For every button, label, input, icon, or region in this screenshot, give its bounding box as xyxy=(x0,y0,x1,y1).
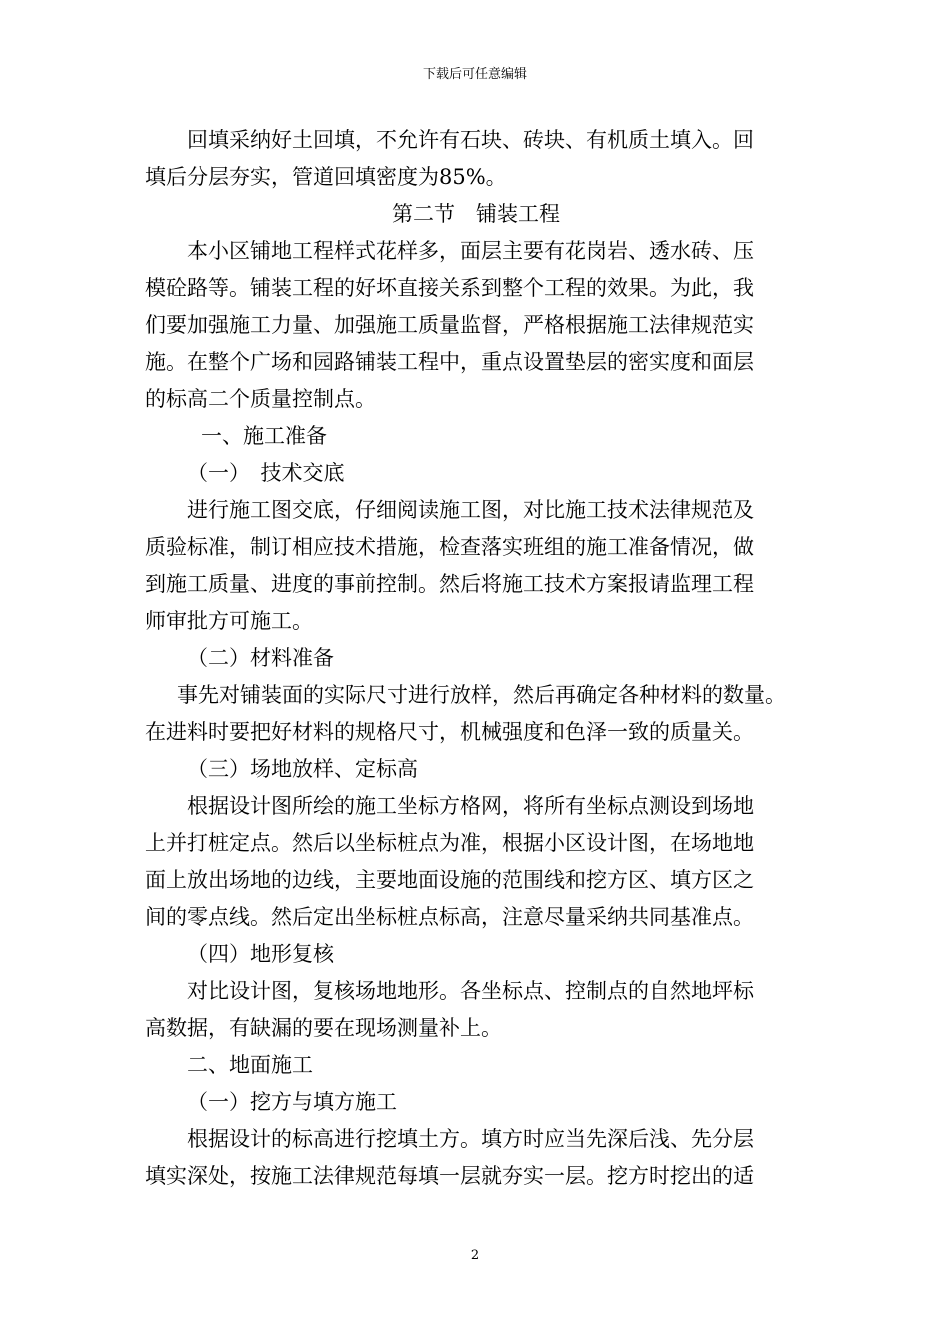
text-line: （一）挖方与填方施工 xyxy=(187,1090,397,1114)
section-heading: 第二节 铺装工程 xyxy=(392,202,560,226)
text-line: 上并打桩定点。然后以坐标桩点为准，根据小区设计图，在场地地 xyxy=(145,831,754,855)
text-line: 高数据，有缺漏的要在现场测量补上。 xyxy=(145,1016,502,1040)
text-line: 的标高二个质量控制点。 xyxy=(145,387,376,411)
text-line: 质验标准，制订相应技术措施，检查落实班组的施工准备情况，做 xyxy=(145,535,754,559)
text-line: 对比设计图，复核场地地形。各坐标点、控制点的自然地坪标 xyxy=(187,979,754,1003)
text-line: 事先对铺装面的实际尺寸进行放样，然后再确定各种材料的数量。 xyxy=(177,683,786,707)
text-line: 施。在整个广场和园路铺装工程中，重点设置垫层的密实度和面层 xyxy=(145,350,754,374)
text-line: 填实深处，按施工法律规范每填一层就夯实一层。挖方时挖出的适 xyxy=(145,1164,754,1188)
text-line: （一） 技术交底 xyxy=(187,461,345,485)
text-line: 到施工质量、进度的事前控制。然后将施工技术方案报请监理工程 xyxy=(145,572,754,596)
text-line: 根据设计的标高进行挖填土方。填方时应当先深后浅、先分层 xyxy=(187,1127,754,1151)
text-line: 根据设计图所绘的施工坐标方格网，将所有坐标点测设到场地 xyxy=(187,794,754,818)
text-line: 们要加强施工力量、加强施工质量监督，严格根据施工法律规范实 xyxy=(145,313,754,337)
text-line: 二、地面施工 xyxy=(187,1053,313,1077)
text-line: 本小区铺地工程样式花样多，面层主要有花岗岩、透水砖、压 xyxy=(187,239,754,263)
text-line: 面上放出场地的边线，主要地面设施的范围线和挖方区、填方区之 xyxy=(145,868,754,892)
text-line: （二）材料准备 xyxy=(187,646,334,670)
text-line: 回填采纳好土回填，不允许有石块、砖块、有机质土填入。回 xyxy=(187,128,754,152)
text-line: 进行施工图交底，仔细阅读施工图，对比施工技术法律规范及 xyxy=(187,498,754,522)
text-line: 在进料时要把好材料的规格尺寸，机械强度和色泽一致的质量关。 xyxy=(145,720,754,744)
text-line: （三）场地放样、定标高 xyxy=(187,757,418,781)
text-line: 一、施工准备 xyxy=(201,424,327,448)
text-line: 模砼路等。铺装工程的好坏直接关系到整个工程的效果。为此，我 xyxy=(145,276,754,300)
text-line: （四）地形复核 xyxy=(187,942,334,966)
document-body xyxy=(145,122,807,1195)
page-header: 下载后可任意编辑 xyxy=(422,67,527,82)
text-line: 间的零点线。然后定出坐标桩点标高，注意尽量采纳共同基准点。 xyxy=(145,905,754,929)
text-line: 填后分层夯实，管道回填密度为85%。 xyxy=(145,165,507,189)
text-line: 师审批方可施工。 xyxy=(145,609,313,633)
page-number: 2 xyxy=(470,1248,480,1263)
